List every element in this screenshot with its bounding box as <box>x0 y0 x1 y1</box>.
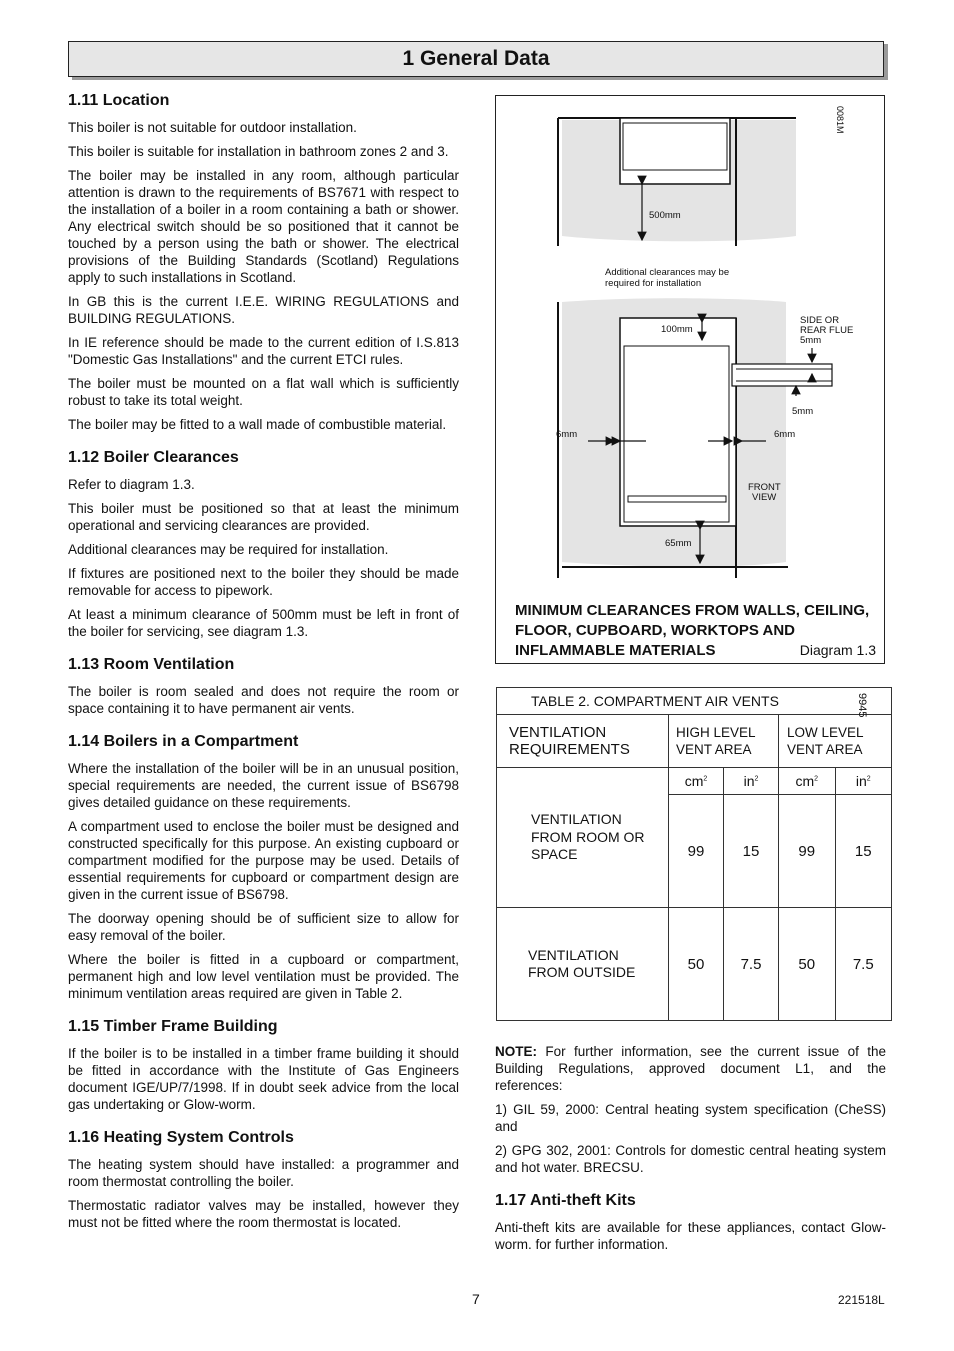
unit-cell <box>779 768 836 795</box>
unit-text: cm <box>684 773 704 789</box>
section-clearances <box>68 449 459 640</box>
label-additional: required for installation <box>605 278 702 289</box>
section-location <box>68 92 459 433</box>
paragraph: Additional clearances may be required for installation. <box>68 542 389 557</box>
paragraph: Where the boiler is fitted in a cupboard or compartment, permanent high and low level ventilation must be provided. The minimum ventilation areas required are given in Table 2. <box>68 952 459 1001</box>
left-column <box>68 92 459 1247</box>
paragraph: This boiler must be positioned so that at least the minimum operational and servicing clearances are provided. <box>68 501 459 533</box>
label-left-6mm: 6mm <box>556 429 578 440</box>
label-front-view: VIEW <box>752 492 777 503</box>
label-front-view: FRONT <box>748 482 781 493</box>
section-antitheft <box>495 1192 886 1253</box>
value-cell: 7.5 <box>835 908 892 1021</box>
clearance-diagram <box>495 95 885 664</box>
note-label: NOTE: <box>495 1044 537 1059</box>
unit-cell <box>835 768 892 795</box>
row-label: VENTILATION FROM OUTSIDE <box>497 908 669 1021</box>
diagram-code: 0081M <box>835 106 845 134</box>
value-cell: 99 <box>779 795 836 908</box>
value-cell: 15 <box>835 795 892 908</box>
label-flue: REAR FLUE <box>800 325 854 336</box>
label-flue: SIDE OR <box>800 315 840 326</box>
paragraph: At least a minimum clearance of 500mm must be left in front of the boiler for servicing, see diagram 1.3. <box>68 607 459 639</box>
label-additional: Additional clearances may be <box>605 267 730 278</box>
label-65mm: 65mm <box>665 538 692 549</box>
paragraph: Where the installation of the boiler will be in an unusual position, special requirements are needed, the current issue of BS6798 gives detailed guidance on these requirements. <box>68 761 459 810</box>
value-cell: 99 <box>669 795 724 908</box>
unit-sup: 2 <box>866 775 871 783</box>
paragraph: Refer to diagram 1.3. <box>68 477 195 492</box>
paragraph: Thermostatic radiator valves may be installed, however they must not be fitted where the room thermostat is located. <box>68 1198 459 1230</box>
paragraph: The boiler must be mounted on a flat wall which is sufficiently robust to take its total weight. <box>68 376 459 408</box>
unit-cell <box>669 768 724 795</box>
value-cell: 50 <box>779 908 836 1021</box>
page-number: 7 <box>472 1291 480 1307</box>
header-high-level: HIGH LEVEL VENT AREA <box>669 715 779 768</box>
document-code: 221518L <box>838 1293 885 1307</box>
paragraph: The boiler may be installed in any room, although particular attention is drawn to the requirements of BS7671 with respect to the installation of a boiler in a room containing a bath or shower. Any electrical switch should be so positioned that it cannot be touched by a person using the bath or shower. The electrical provisions of the Building Standards (Scotland) Regulations apply to such installations in Scotland. <box>68 168 459 285</box>
clearance-diagram-drawing <box>496 96 884 596</box>
section-heading: 1.11 Location <box>68 92 170 109</box>
table-title: TABLE 2. COMPARTMENT AIR VENTS <box>497 688 892 715</box>
air-vents-table-wrap <box>496 687 892 1021</box>
paragraph: In GB this is the current I.E.E. WIRING REGULATIONS and BUILDING REGULATIONS. <box>68 294 459 326</box>
flue-pipe <box>732 364 832 386</box>
label-100mm: 100mm <box>661 324 693 335</box>
section-compartment <box>68 733 459 1002</box>
unit-sup: 2 <box>814 775 819 783</box>
reference-1: 1) GIL 59, 2000: Central heating system specification (CheSS) and <box>495 1102 886 1134</box>
label-flue: 5mm <box>800 335 822 346</box>
note-paragraph <box>495 1043 886 1094</box>
section-heading: 1.17 Anti-theft Kits <box>495 1192 636 1209</box>
row-label: VENTILATION FROM ROOM OR SPACE <box>497 768 669 908</box>
unit-text: in <box>743 773 755 789</box>
section-ventilation <box>68 656 459 717</box>
unit-sup: 2 <box>754 775 759 783</box>
air-vents-table <box>496 687 892 1021</box>
section-heading: 1.16 Heating System Controls <box>68 1129 294 1146</box>
paragraph: This boiler is not suitable for outdoor installation. <box>68 120 357 135</box>
paragraph: The boiler may be fitted to a wall made of combustible material. <box>68 417 447 432</box>
paragraph: Anti-theft kits are available for these appliances, contact Glow-worm. for further information. <box>495 1220 886 1252</box>
paragraph: This boiler is suitable for installation in bathroom zones 2 and 3. <box>68 144 449 159</box>
section-heading: 1.15 Timber Frame Building <box>68 1018 278 1035</box>
paragraph: The heating system should have installed: a programmer and room thermostat controlling the boiler. <box>68 1157 459 1189</box>
diagram-caption: MINIMUM CLEARANCES FROM WALLS, CEILING, FLOOR, CUPBOARD, WORKTOPS AND INFLAMMABLE MATERIALS <box>515 602 870 659</box>
section-timber <box>68 1018 459 1113</box>
value-cell: 15 <box>724 795 779 908</box>
diagram-label: Diagram 1.3 <box>799 642 876 658</box>
note-text: For further information, see the current issue of the Building Regulations, approved document L1, and the references: <box>495 1044 886 1093</box>
paragraph: The doorway opening should be of sufficient size to allow for easy removal of the boiler. <box>68 911 459 943</box>
title-bar <box>68 41 884 77</box>
unit-text: cm <box>795 773 815 789</box>
paragraph: The boiler is room sealed and does not require the room or space containing it to have permanent air vents. <box>68 684 459 716</box>
unit-sup: 2 <box>703 775 708 783</box>
paragraph: In IE reference should be made to the current edition of I.S.813 "Domestic Gas Installations" and the current ETCI rules. <box>68 335 459 367</box>
label-right-6mm: 6mm <box>774 429 796 440</box>
page-title: 1 General Data <box>402 47 550 70</box>
paragraph: If the boiler is to be installed in a timber frame building it should be fitted in accordance with the Institute of Gas Engineers document IGE/UP/7/1998. If in doubt seek advice from the local gas undertaking or Glow-worm. <box>68 1046 459 1112</box>
label-500mm: 500mm <box>649 210 681 221</box>
notes-column <box>495 1043 886 1269</box>
header-requirements: VENTILATION REQUIREMENTS <box>497 715 669 768</box>
section-controls <box>68 1129 459 1231</box>
table-code: 9945 <box>856 693 868 718</box>
section-heading: 1.14 Boilers in a Compartment <box>68 733 299 750</box>
unit-cell <box>724 768 779 795</box>
section-heading: 1.13 Room Ventilation <box>68 656 235 673</box>
label-flue-5mm: 5mm <box>792 406 814 417</box>
reference-2: 2) GPG 302, 2001: Controls for domestic central heating system and hot water. BRECSU. <box>495 1143 886 1175</box>
header-low-level: LOW LEVEL VENT AREA <box>779 715 892 768</box>
value-cell: 50 <box>669 908 724 1021</box>
paragraph: A compartment used to enclose the boiler must be designed and constructed specifically for this purpose. An existing cupboard or compartment modified for the purpose may be used. Details of essential requirements for cupboard or compartment design are given in the current issue of BS6798. <box>68 819 459 902</box>
unit-text: in <box>855 773 867 789</box>
value-cell: 7.5 <box>724 908 779 1021</box>
paragraph: If fixtures are positioned next to the boiler they should be made removable for access to pipework. <box>68 566 459 598</box>
section-heading: 1.12 Boiler Clearances <box>68 449 239 466</box>
